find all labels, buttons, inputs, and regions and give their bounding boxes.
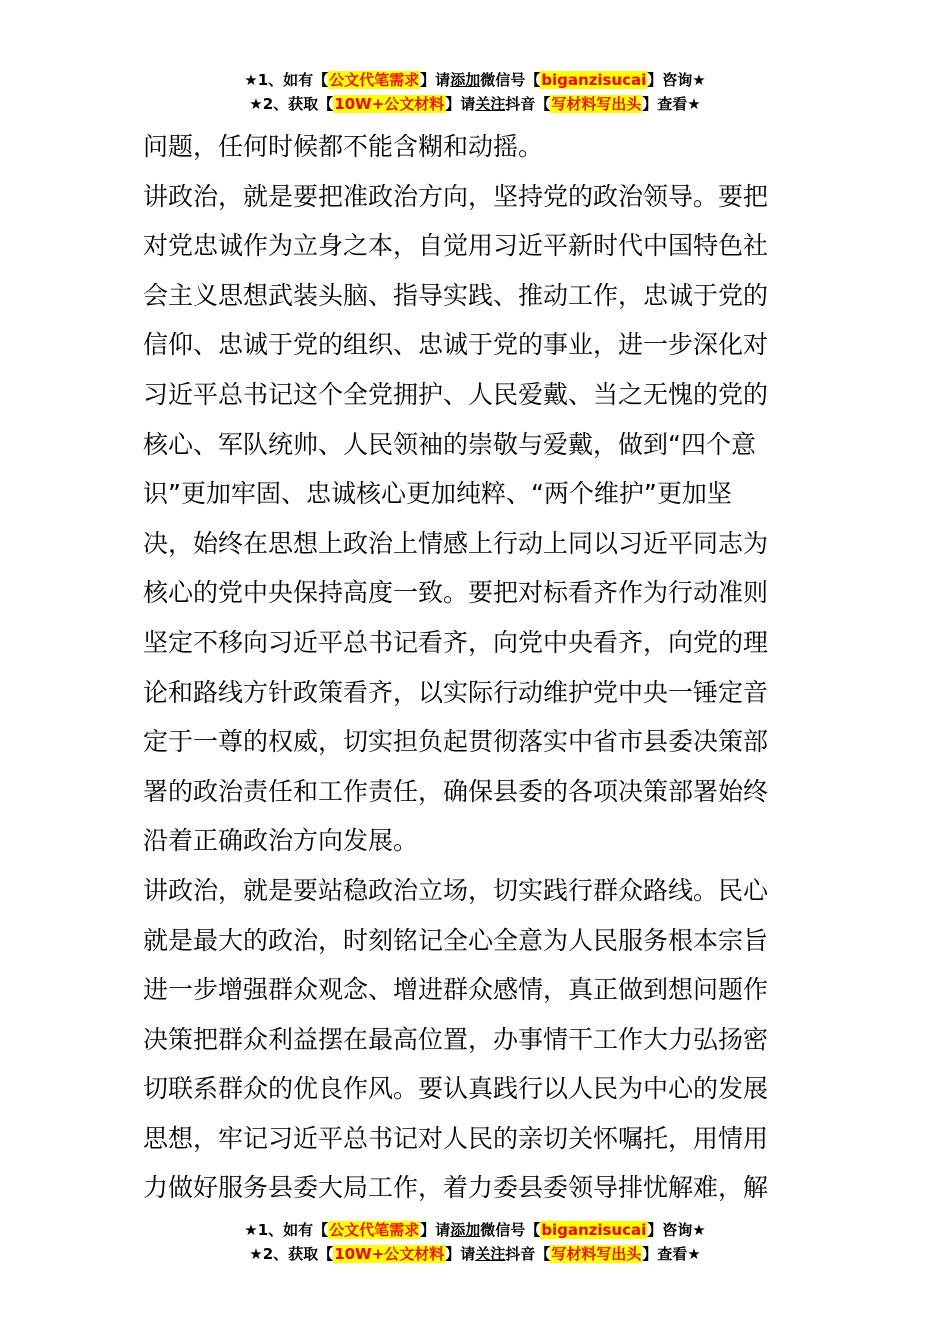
text-line: 信仰、忠诚于党的组织、忠诚于党的事业，进一步深化对 [143, 330, 769, 360]
text-line: 思想，牢记习近平总书记对人民的亲切关怀嘱托，用情用 [143, 1123, 769, 1153]
text-line: 就是最大的政治，时刻铭记全心全意为人民服务根本宗旨 [143, 925, 769, 955]
text-line: 坚定不移向习近平总书记看齐，向党中央看齐，向党的理 [143, 627, 769, 657]
highlight-douyin-account: 写材料写出头 [551, 1245, 642, 1263]
text-line: 论和路线方针政策看齐，以实际行动维护党中央一锤定音 [143, 677, 769, 707]
text-line: 沿着正确政治方向发展。 [143, 826, 419, 856]
footer-banner [0, 1218, 950, 1266]
text-line: 决，始终在思想上政治上情感上行动上同以习近平同志为 [143, 528, 769, 558]
highlight-wechat-id: biganzisucai [541, 1221, 647, 1239]
highlight-wechat-id: biganzisucai [541, 71, 647, 89]
text-line: 讲政治，就是要把准政治方向，坚持党的政治领导。要把 [143, 181, 769, 211]
text-line: 核心、军队统帅、人民领袖的崇敬与爱戴，做到“四个意 [143, 429, 756, 459]
text-line: 识”更加牢固、忠诚核心更加纯粹、“两个维护”更加坚 [143, 479, 732, 509]
paragraph-2 [143, 172, 811, 866]
text-line: 对党忠诚作为立身之本，自觉用习近平新时代中国特色社 [143, 231, 769, 261]
paragraph-1 [143, 122, 811, 172]
text-line: 核心的党中央保持高度一致。要把对标看齐作为行动准则 [143, 578, 769, 608]
banner-line-1: ★1、如有【公文代笔需求】请添加微信号【biganzisucai】咨询★ [244, 1221, 706, 1239]
text-line: 进一步增强群众观念、增进群众感情，真正做到想问题作 [143, 975, 769, 1005]
banner-line-2: ★2、获取【10W+公文材料】请关注抖音【写材料写出头】查看★ [249, 95, 701, 113]
text-line: 习近平总书记这个全党拥护、人民爱戴、当之无愧的党的 [143, 379, 769, 409]
text-line: 决策把群众利益摆在最高位置，办事情干工作大力弘扬密 [143, 1024, 769, 1054]
banner-line-1: ★1、如有【公文代笔需求】请添加微信号【biganzisucai】咨询★ [244, 71, 706, 89]
paragraph-3 [143, 866, 811, 1213]
text-line: 署的政治责任和工作责任，确保县委的各项决策部署始终 [143, 776, 769, 806]
highlight-materials: 10W+公文材料 [334, 95, 445, 113]
text-line: 问题，任何时候都不能含糊和动摇。 [143, 132, 544, 161]
text-line: 讲政治，就是要站稳政治立场，切实践行群众路线。民心 [143, 875, 769, 905]
highlight-materials: 10W+公文材料 [334, 1245, 445, 1263]
header-banner [0, 68, 950, 116]
highlight-douyin-account: 写材料写出头 [551, 95, 642, 113]
highlight-service: 公文代笔需求 [329, 1221, 420, 1239]
banner-line-2: ★2、获取【10W+公文材料】请关注抖音【写材料写出头】查看★ [249, 1245, 701, 1263]
document-body [143, 122, 811, 1213]
text-line: 会主义思想武装头脑、指导实践、推动工作，忠诚于党的 [143, 280, 769, 310]
text-line: 切联系群众的优良作风。要认真践行以人民为中心的发展 [143, 1074, 769, 1104]
text-line: 力做好服务县委大局工作，着力委县委领导排忧解难，解 [143, 1173, 769, 1203]
text-line: 定于一尊的权威，切实担负起贯彻落实中省市县委决策部 [143, 727, 769, 757]
highlight-service: 公文代笔需求 [329, 71, 420, 89]
